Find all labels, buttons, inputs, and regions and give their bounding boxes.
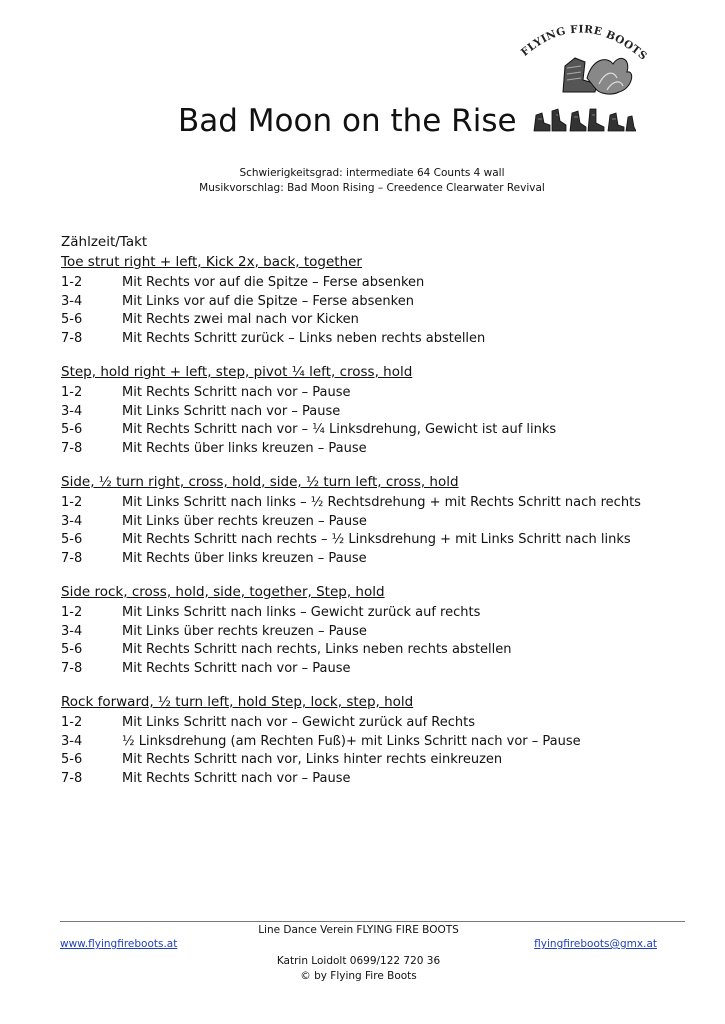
step-text: Mit Rechts zwei mal nach vor Kicken [122,312,359,327]
flying-fire-boots-logo [515,18,650,100]
step-row [61,623,681,642]
dance-info [160,166,584,196]
step-row [61,293,681,312]
step-text: Mit Rechts Schritt nach vor – Pause [122,770,351,786]
step-count: 5-6 [61,752,83,767]
step-count: 1-2 [61,275,83,290]
step-text: Mit Rechts vor auf die Spitze – Ferse absenken [122,275,425,290]
step-row [61,384,681,403]
step-text: Mit Rechts Schritt zurück – Links neben rechts abstellen [122,330,486,346]
step-row [61,330,681,349]
step-row [61,531,681,550]
step-count: 7-8 [61,770,83,786]
step-text: Mit Rechts Schritt nach vor – Pause [122,385,351,400]
section-heading: Side, ½ turn right, cross, hold, side, ½ turn left, cross, hold [61,474,459,490]
step-row [61,494,681,513]
svg-text:FLYING FIRE BOOTS [519,23,650,62]
step-text: Mit Rechts Schritt nach vor, Links hinter rechts einkreuzen [122,752,503,767]
footer-contact: Katrin Loidolt 0699/122 720 36 [276,955,441,967]
step-text: Mit Rechts Schritt nach rechts – ½ Linksdrehung + mit Links Schritt nach links [122,532,631,547]
step-text: Mit Rechts Schritt nach rechts, Links neben rechts abstellen [122,642,512,657]
step-count: 3-4 [61,513,83,529]
step-text: Mit Rechts Schritt nach vor – Pause [122,660,351,676]
footer-links-row [60,938,657,954]
count-label: Zählzeit/Takt [61,234,148,250]
section-heading: Toe strut right + left, Kick 2x, back, together [61,254,362,270]
step-text: Mit Links Schritt nach vor – Gewicht zurück auf Rechts [122,715,475,730]
step-row [61,403,681,422]
step-count: 5-6 [61,422,83,437]
step-text: Mit Rechts über links kreuzen – Pause [122,440,367,456]
step-row [61,714,681,733]
page-footer [60,923,657,984]
section-heading: Step, hold right + left, step, pivot ¼ left, cross, hold [61,364,413,380]
step-count: 1-2 [61,605,83,620]
section-heading: Rock forward, ½ turn left, hold Step, lock, step, hold [61,694,414,710]
step-row [61,733,681,752]
step-row [61,274,681,293]
step-row [61,660,681,679]
step-count: 7-8 [61,440,83,456]
step-row [61,604,681,623]
step-row [61,311,681,330]
step-count: 5-6 [61,642,83,657]
section [61,362,681,458]
step-row [61,440,681,459]
step-count: 1-2 [61,385,83,400]
step-row [61,641,681,660]
section-heading: Side rock, cross, hold, side, together, Step, hold [61,584,385,600]
difficulty-line: Schwierigkeitsgrad: intermediate 64 Counts 4 wall [239,167,505,179]
section [61,582,681,678]
step-text: Mit Links vor auf die Spitze – Ferse absenken [122,293,414,309]
step-row [61,751,681,770]
step-count: 3-4 [61,733,83,749]
step-text: Mit Rechts Schritt nach vor – ¼ Linksdrehung, Gewicht ist auf links [122,422,557,437]
step-row [61,770,681,789]
step-sheet [61,232,681,802]
step-text: ½ Linksdrehung (am Rechten Fuß)+ mit Links Schritt nach vor – Pause [122,733,581,749]
footer-club: Line Dance Verein FLYING FIRE BOOTS [258,924,459,936]
step-text: Mit Links Schritt nach links – ½ Rechtsdrehung + mit Rechts Schritt nach rechts [122,495,641,510]
footer-divider [60,921,685,922]
step-text: Mit Links über rechts kreuzen – Pause [122,513,367,529]
section [61,252,681,348]
step-count: 1-2 [61,715,83,730]
boots-row-icon [532,105,636,135]
page-title: Bad Moon on the Rise [178,103,517,139]
step-count: 7-8 [61,660,83,676]
section [61,692,681,788]
logo-text: FLYING FIRE BOOTS [518,23,650,63]
step-count: 3-4 [61,623,83,639]
step-count: 5-6 [61,312,83,327]
footer-copyright: © by Flying Fire Boots [300,970,417,982]
music-line: Musikvorschlag: Bad Moon Rising – Creedence Clearwater Revival [199,182,545,194]
step-row [61,550,681,569]
step-text: Mit Links Schritt nach links – Gewicht zurück auf rechts [122,605,481,620]
step-text: Mit Rechts über links kreuzen – Pause [122,550,367,566]
step-text: Mit Links Schritt nach vor – Pause [122,403,341,419]
step-count: 5-6 [61,532,83,547]
step-count: 1-2 [61,495,83,510]
step-count: 3-4 [61,293,83,309]
step-count: 3-4 [61,403,83,419]
step-row [61,421,681,440]
step-count: 7-8 [61,330,83,346]
section [61,472,681,568]
step-text: Mit Links über rechts kreuzen – Pause [122,623,367,639]
email-link[interactable]: flyingfireboots@gmx.at [534,938,657,950]
website-link[interactable]: www.flyingfireboots.at [60,938,178,950]
step-count: 7-8 [61,550,83,566]
step-row [61,513,681,532]
